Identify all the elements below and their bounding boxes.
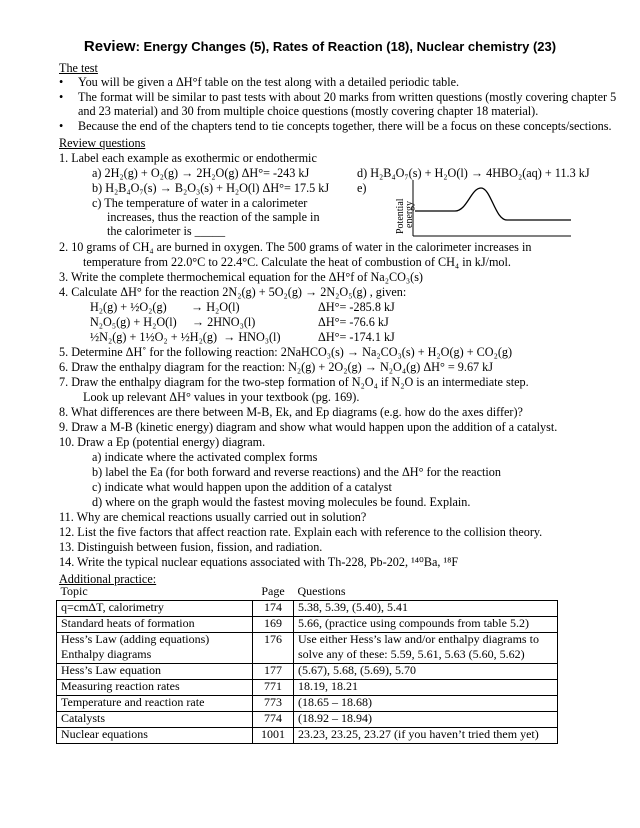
q1e: e) bbox=[357, 181, 367, 195]
cell-questions: 5.38, 5.39, (5.40), 5.41 bbox=[294, 601, 558, 617]
cell-topic: Nuclear equations bbox=[57, 728, 253, 744]
table-row bbox=[57, 680, 558, 696]
q10c: c) indicate what would happen upon the addition of a catalyst bbox=[92, 480, 392, 494]
cell-questions: 18.19, 18.21 bbox=[294, 680, 558, 696]
q1c-line3: the calorimeter is _____ bbox=[107, 224, 226, 238]
q2-line1: 2. 10 grams of CH₄ are burned in oxygen. The 500 grams of water in the calorimeter increases in bbox=[59, 240, 532, 254]
cell-topic: Standard heats of formation bbox=[57, 617, 253, 633]
cell-topic: Enthalpy diagrams bbox=[57, 648, 253, 664]
q1c-line2: increases, thus the reaction of the sample in bbox=[107, 210, 320, 224]
q4-reaction-2: N₂O₅(g) + H₂O(l) → 2HNO₃(l) bbox=[90, 315, 256, 329]
q12: 12. List the five factors that affect reaction rate. Explain each with reference to the collision theory. bbox=[59, 525, 543, 539]
q9: 9. Draw a M-B (kinetic energy) diagram and show what would happen upon the addition of a catalyst. bbox=[59, 420, 558, 434]
q11: 11. Why are chemical reactions usually carried out in solution? bbox=[59, 510, 367, 524]
q10a: a) indicate where the activated complex forms bbox=[92, 450, 318, 464]
page-title bbox=[0, 40, 640, 54]
q4-dh-3: ΔH°= -174.1 kJ bbox=[318, 330, 395, 344]
q4: 4. Calculate ΔH° for the reaction 2N₂(g) + 5O₂(g) → 2N₂O₅(g) , given: bbox=[59, 285, 407, 299]
q7-line2: Look up relevant ΔH° values in your textbook (pg. 169). bbox=[83, 390, 360, 404]
table-row bbox=[57, 712, 558, 728]
test-bullet-2: • The format will be similar to past tests with about 20 marks from written questions (mostly covering chapter 5 bbox=[78, 90, 616, 104]
title-rest: : Energy Changes (5), Rates of Reaction (18), Nuclear chemistry (23) bbox=[135, 39, 557, 54]
potential-energy-graph bbox=[395, 176, 585, 242]
cell-topic: Hess’s Law equation bbox=[57, 664, 253, 680]
cell-topic: Catalysts bbox=[57, 712, 253, 728]
cell-questions: (18.65 – 18.68) bbox=[294, 696, 558, 712]
cell-questions: (18.92 – 18.94) bbox=[294, 712, 558, 728]
energy-curve bbox=[415, 188, 571, 220]
cell-page: 773 bbox=[253, 696, 294, 712]
test-bullet-3: • Because the end of the chapters tend to tie concepts together, there will be a focus on these concepts/sections. bbox=[78, 119, 612, 133]
table-row bbox=[57, 633, 558, 649]
test-heading: The test bbox=[59, 61, 98, 75]
test-bullet-1: • You will be given a ΔH°f table on the test along with a detailed periodic table. bbox=[78, 75, 459, 89]
q14: 14. Write the typical nuclear equations associated with Th-228, Pb-202, ¹⁴⁰Ba, ¹⁸F bbox=[59, 555, 459, 569]
cell-page: 169 bbox=[253, 617, 294, 633]
q2-line2: temperature from 22.0°C to 22.4°C. Calculate the heat of combustion of CH₄ in kJ/mol. bbox=[83, 255, 511, 269]
review-heading: Review questions bbox=[59, 136, 146, 150]
cell-questions: (5.67), 5.68, (5.69), 5.70 bbox=[294, 664, 558, 680]
table-header-row bbox=[57, 585, 558, 601]
cell-page: 771 bbox=[253, 680, 294, 696]
cell-topic: q=cmΔT, calorimetry bbox=[57, 601, 253, 617]
q1a: a) 2H₂(g) + O₂(g) → 2H₂O(g) ΔH°= -243 kJ bbox=[92, 166, 310, 180]
title-bold: Review bbox=[83, 38, 136, 55]
q10d: d) where on the graph would the fastest moving molecules be found. Explain. bbox=[92, 495, 471, 509]
cell-topic: Measuring reaction rates bbox=[57, 680, 253, 696]
col-topic: Topic bbox=[57, 585, 253, 601]
graph-ylabel-2: energy bbox=[404, 200, 415, 228]
q8: 8. What differences are there between M-B, Ek, and Ep diagrams (e.g. how do the axes differ)? bbox=[59, 405, 523, 419]
q4-dh-1: ΔH°= -285.8 kJ bbox=[318, 300, 395, 314]
q6: 6. Draw the enthalpy diagram for the reaction: N₂(g) + 2O₂(g) → N₂O₄(g) ΔH° = 9.67 kJ bbox=[59, 360, 494, 374]
table-row bbox=[57, 601, 558, 617]
table-row bbox=[57, 617, 558, 633]
q10: 10. Draw a Ep (potential energy) diagram. bbox=[59, 435, 266, 449]
table-row bbox=[57, 728, 558, 744]
graph-ylabel-1: Potential bbox=[395, 198, 406, 234]
table-row bbox=[57, 664, 558, 680]
cell-questions: solve any of these: 5.59, 5.61, 5.63 (5.60, 5.62) bbox=[294, 648, 558, 664]
cell-page: 174 bbox=[253, 601, 294, 617]
cell-questions: 5.66, (practice using compounds from table 5.2) bbox=[294, 617, 558, 633]
q4-reaction-1: H₂(g) + ½O₂(g) → H₂O(l) bbox=[90, 300, 240, 314]
cell-page: 1001 bbox=[253, 728, 294, 744]
col-page: Page bbox=[253, 585, 294, 601]
cell-topic: Hess’s Law (adding equations) bbox=[57, 633, 253, 649]
q1c-line1: c) The temperature of water in a calorimeter bbox=[92, 196, 308, 210]
cell-page: 176 bbox=[253, 633, 294, 649]
q5: 5. Determine ΔH˚ for the following reaction: 2NaHCO₃(s) → Na₂CO₃(s) + H₂O(g) + CO₂(g) bbox=[59, 345, 513, 359]
test-bullet-2-cont: and 23 material) and 30 from multiple choice questions (mostly covering chapter 18 material). bbox=[78, 104, 539, 118]
q1d: d) H₂B₄O₇(s) + H₂O(l) → 4HBO₂(aq) + 11.3 kJ bbox=[357, 166, 590, 180]
q1: 1. Label each example as exothermic or endothermic bbox=[59, 151, 317, 165]
col-questions: Questions bbox=[294, 585, 558, 601]
q4-dh-2: ΔH°= -76.6 kJ bbox=[318, 315, 389, 329]
cell-questions: Use either Hess’s law and/or enthalpy diagrams to bbox=[294, 633, 558, 649]
q13: 13. Distinguish between fusion, fission, and radiation. bbox=[59, 540, 323, 554]
q1b: b) H₂B₄O₇(s) → B₂O₃(s) + H₂O(l) ΔH°= 17.5 kJ bbox=[92, 181, 330, 195]
table-row bbox=[57, 696, 558, 712]
q10b: b) label the Ea (for both forward and reverse reactions) and the ΔH° for the reaction bbox=[92, 465, 501, 479]
q3: 3. Write the complete thermochemical equation for the ΔH°f of Na₂CO₃(s) bbox=[59, 270, 423, 284]
q4-reaction-3: ½N₂(g) + 1½O₂ + ½H₂(g) → HNO₃(l) bbox=[90, 330, 281, 344]
cell-page bbox=[253, 648, 294, 664]
cell-page: 774 bbox=[253, 712, 294, 728]
cell-page: 177 bbox=[253, 664, 294, 680]
cell-topic: Temperature and reaction rate bbox=[57, 696, 253, 712]
additional-practice-table bbox=[56, 585, 558, 744]
cell-questions: 23.23, 23.25, 23.27 (if you haven’t tried them yet) bbox=[294, 728, 558, 744]
table-row bbox=[57, 648, 558, 664]
additional-heading: Additional practice: bbox=[59, 572, 157, 586]
q7-line1: 7. Draw the enthalpy diagram for the two-step formation of N₂O₄ if N₂O is an intermediate step. bbox=[59, 375, 529, 389]
